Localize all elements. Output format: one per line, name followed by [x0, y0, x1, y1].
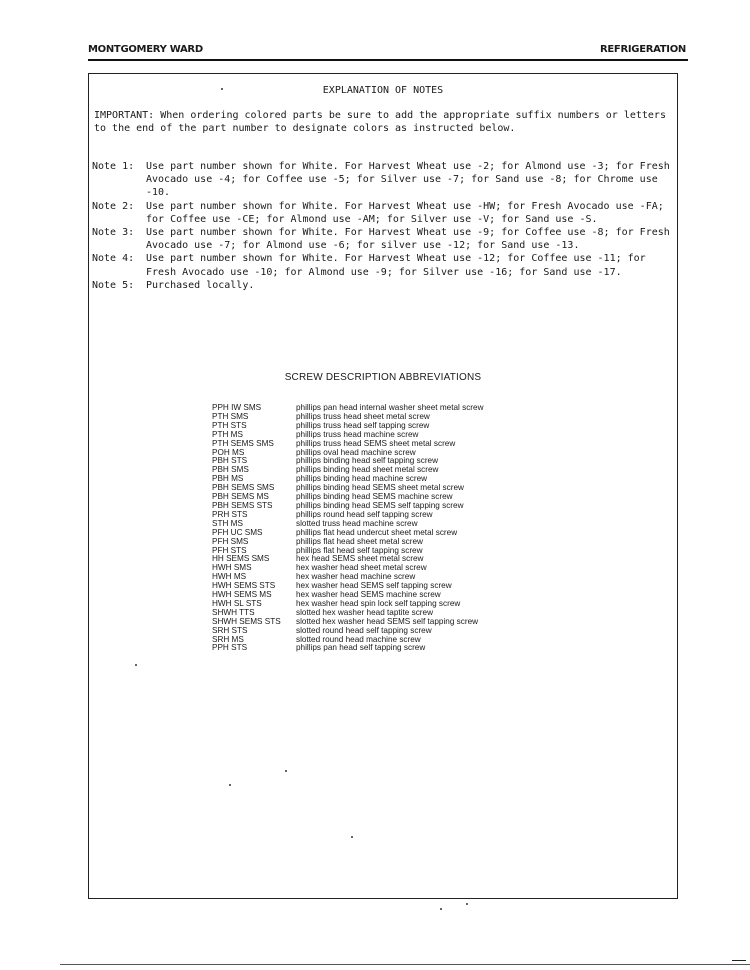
- important-paragraph: [94, 109, 669, 135]
- abbreviation-description: phillips truss head machine screw: [296, 429, 419, 439]
- notes-list: [92, 160, 673, 292]
- abbreviation-code: HWH SL STS: [212, 598, 262, 608]
- abbreviation-description: phillips truss head sheet metal screw: [296, 411, 430, 421]
- note-label: Note 2:: [92, 200, 135, 212]
- bottom-rule: [60, 964, 750, 965]
- abbreviation-description: phillips oval head machine screw: [296, 447, 416, 457]
- abbreviation-row: [212, 644, 484, 653]
- abbreviation-description: hex washer head SEMS machine screw: [296, 590, 441, 600]
- abbreviation-code: PBH SEMS STS: [212, 500, 273, 510]
- page-frame: [88, 73, 678, 899]
- abbreviation-description: hex washer head spin lock self tapping screw: [296, 598, 461, 608]
- note-text: Use part number shown for White. For Harvest Wheat use -12; for Coffee use -11; for Fresh Avocado use -10; for Almond use -9; for Silver use -16; for Sand use -17.: [146, 253, 646, 278]
- header-section: REFRIGERATION: [600, 44, 686, 55]
- note-label: Note 5:: [92, 279, 135, 291]
- abbreviation-code: SRH STS: [212, 625, 248, 635]
- abbreviation-code: PTH SMS: [212, 411, 249, 421]
- bottom-mark: [732, 960, 746, 961]
- abbreviation-description: slotted round head machine screw: [296, 634, 421, 644]
- abbreviation-code: PBH SMS: [212, 465, 249, 475]
- abbreviation-description: phillips binding head self tapping screw: [296, 456, 439, 466]
- abbreviation-code: POH MS: [212, 447, 245, 457]
- abbreviation-description: phillips round head self tapping screw: [296, 509, 433, 519]
- abbreviation-description: phillips binding head SEMS machine screw: [296, 492, 453, 502]
- abbreviation-description: hex head SEMS sheet metal screw: [296, 554, 424, 564]
- abbreviation-description: hex washer head SEMS self tapping screw: [296, 581, 452, 591]
- important-label: IMPORTANT:: [94, 110, 155, 121]
- abbreviation-description: slotted hex washer head SEMS self tapping screw: [296, 616, 479, 626]
- abbreviation-code: PBH MS: [212, 474, 244, 484]
- abbreviation-description: hex washer head machine screw: [296, 572, 416, 582]
- abbreviation-code: SRH MS: [212, 634, 244, 644]
- abbreviations-list: [212, 404, 484, 653]
- abbreviation-code: STH MS: [212, 518, 243, 528]
- abbreviation-description: phillips binding head SEMS self tapping screw: [296, 500, 464, 510]
- abbreviation-code: HWH SEMS MS: [212, 590, 272, 600]
- note-row: [92, 279, 673, 292]
- scan-speck: [229, 784, 231, 786]
- abbreviation-code: HH SEMS SMS: [212, 554, 270, 564]
- note-label: Note 1:: [92, 161, 135, 172]
- scan-speck: [135, 664, 137, 666]
- abbreviation-code: PPH STS: [212, 643, 248, 653]
- scan-speck: [466, 903, 468, 905]
- scan-speck: [285, 770, 287, 772]
- note-label: Note 4:: [92, 253, 135, 265]
- abbreviation-description: phillips truss head SEMS sheet metal screw: [296, 438, 456, 448]
- abbreviation-code: HWH SMS: [212, 563, 252, 573]
- note-text: Purchased locally.: [146, 279, 255, 291]
- abbreviation-code: HWH SEMS STS: [212, 581, 276, 591]
- notes-title: EXPLANATION OF NOTES: [322, 85, 444, 96]
- abbreviation-description: phillips flat head undercut sheet metal screw: [296, 527, 458, 537]
- abbreviation-code: HWH MS: [212, 572, 247, 582]
- abbreviation-description: phillips pan head self tapping screw: [296, 643, 426, 653]
- abbreviation-description: phillips flat head self tapping screw: [296, 545, 423, 555]
- abbreviation-code: PFH UC SMS: [212, 527, 263, 537]
- note-text: Use part number shown for White. For Harvest Wheat use -9; for Coffee use -8; for Fresh Avocado use -7; for Almond use -6; for silver use -12; for Sand use -13.: [146, 227, 670, 252]
- note-row: [92, 200, 673, 226]
- abbreviation-description: phillips truss head self tapping screw: [296, 420, 430, 430]
- note-label: Note 3:: [92, 227, 135, 239]
- scan-speck: [221, 88, 223, 90]
- scan-speck: [440, 908, 442, 910]
- abbreviation-code: SHWH SEMS STS: [212, 616, 281, 626]
- abbreviation-description: phillips binding head SEMS sheet metal screw: [296, 483, 464, 493]
- abbreviation-description: hex washer head sheet metal screw: [296, 563, 427, 573]
- abbreviation-code: PTH SEMS SMS: [212, 438, 274, 448]
- abbreviation-description: phillips binding head sheet metal screw: [296, 465, 439, 475]
- abbreviation-description: slotted truss head machine screw: [296, 518, 418, 528]
- abbreviation-code: PBH SEMS SMS: [212, 483, 275, 493]
- abbreviation-code: PTH STS: [212, 420, 247, 430]
- note-text: Use part number shown for White. For Harvest Wheat use -2; for Almond use -3; for Fresh Avocado use -4; for Coffee use -5; for Silver use -7; for Sand use -8; for Chrome use -10.: [146, 161, 670, 199]
- abbreviation-description: slotted round head self tapping screw: [296, 625, 432, 635]
- abbreviation-code: PBH STS: [212, 456, 248, 466]
- abbreviation-code: PTH MS: [212, 429, 243, 439]
- abbreviation-code: PRH STS: [212, 509, 248, 519]
- note-row: [92, 160, 673, 200]
- important-text: When ordering colored parts be sure to add the appropriate suffix numbers or letters to the end of the part number to designate colors as instructed below.: [94, 110, 666, 134]
- header-rule: [88, 59, 688, 61]
- header-brand: MONTGOMERY WARD: [88, 44, 203, 55]
- note-row: [92, 252, 673, 278]
- abbreviation-description: phillips pan head internal washer sheet metal screw: [296, 403, 484, 412]
- abbreviation-code: PPH IW SMS: [212, 403, 262, 412]
- scan-speck: [351, 836, 353, 838]
- abbreviation-description: phillips flat head sheet metal screw: [296, 536, 423, 546]
- abbreviation-code: SHWH TTS: [212, 607, 255, 617]
- abbreviation-description: phillips binding head machine screw: [296, 474, 428, 484]
- abbreviation-description: slotted hex washer head taptite screw: [296, 607, 433, 617]
- abbreviations-title: SCREW DESCRIPTION ABBREVIATIONS: [284, 372, 482, 383]
- abbreviation-code: PFH SMS: [212, 536, 249, 546]
- note-row: [92, 226, 673, 252]
- note-text: Use part number shown for White. For Harvest Wheat use -HW; for Fresh Avocado use -FA; for Coffee use -CE; for Almond use -AM; for Silver use -V; for Sand use -S.: [146, 200, 664, 225]
- abbreviation-code: PFH STS: [212, 545, 247, 555]
- abbreviation-code: PBH SEMS MS: [212, 492, 269, 502]
